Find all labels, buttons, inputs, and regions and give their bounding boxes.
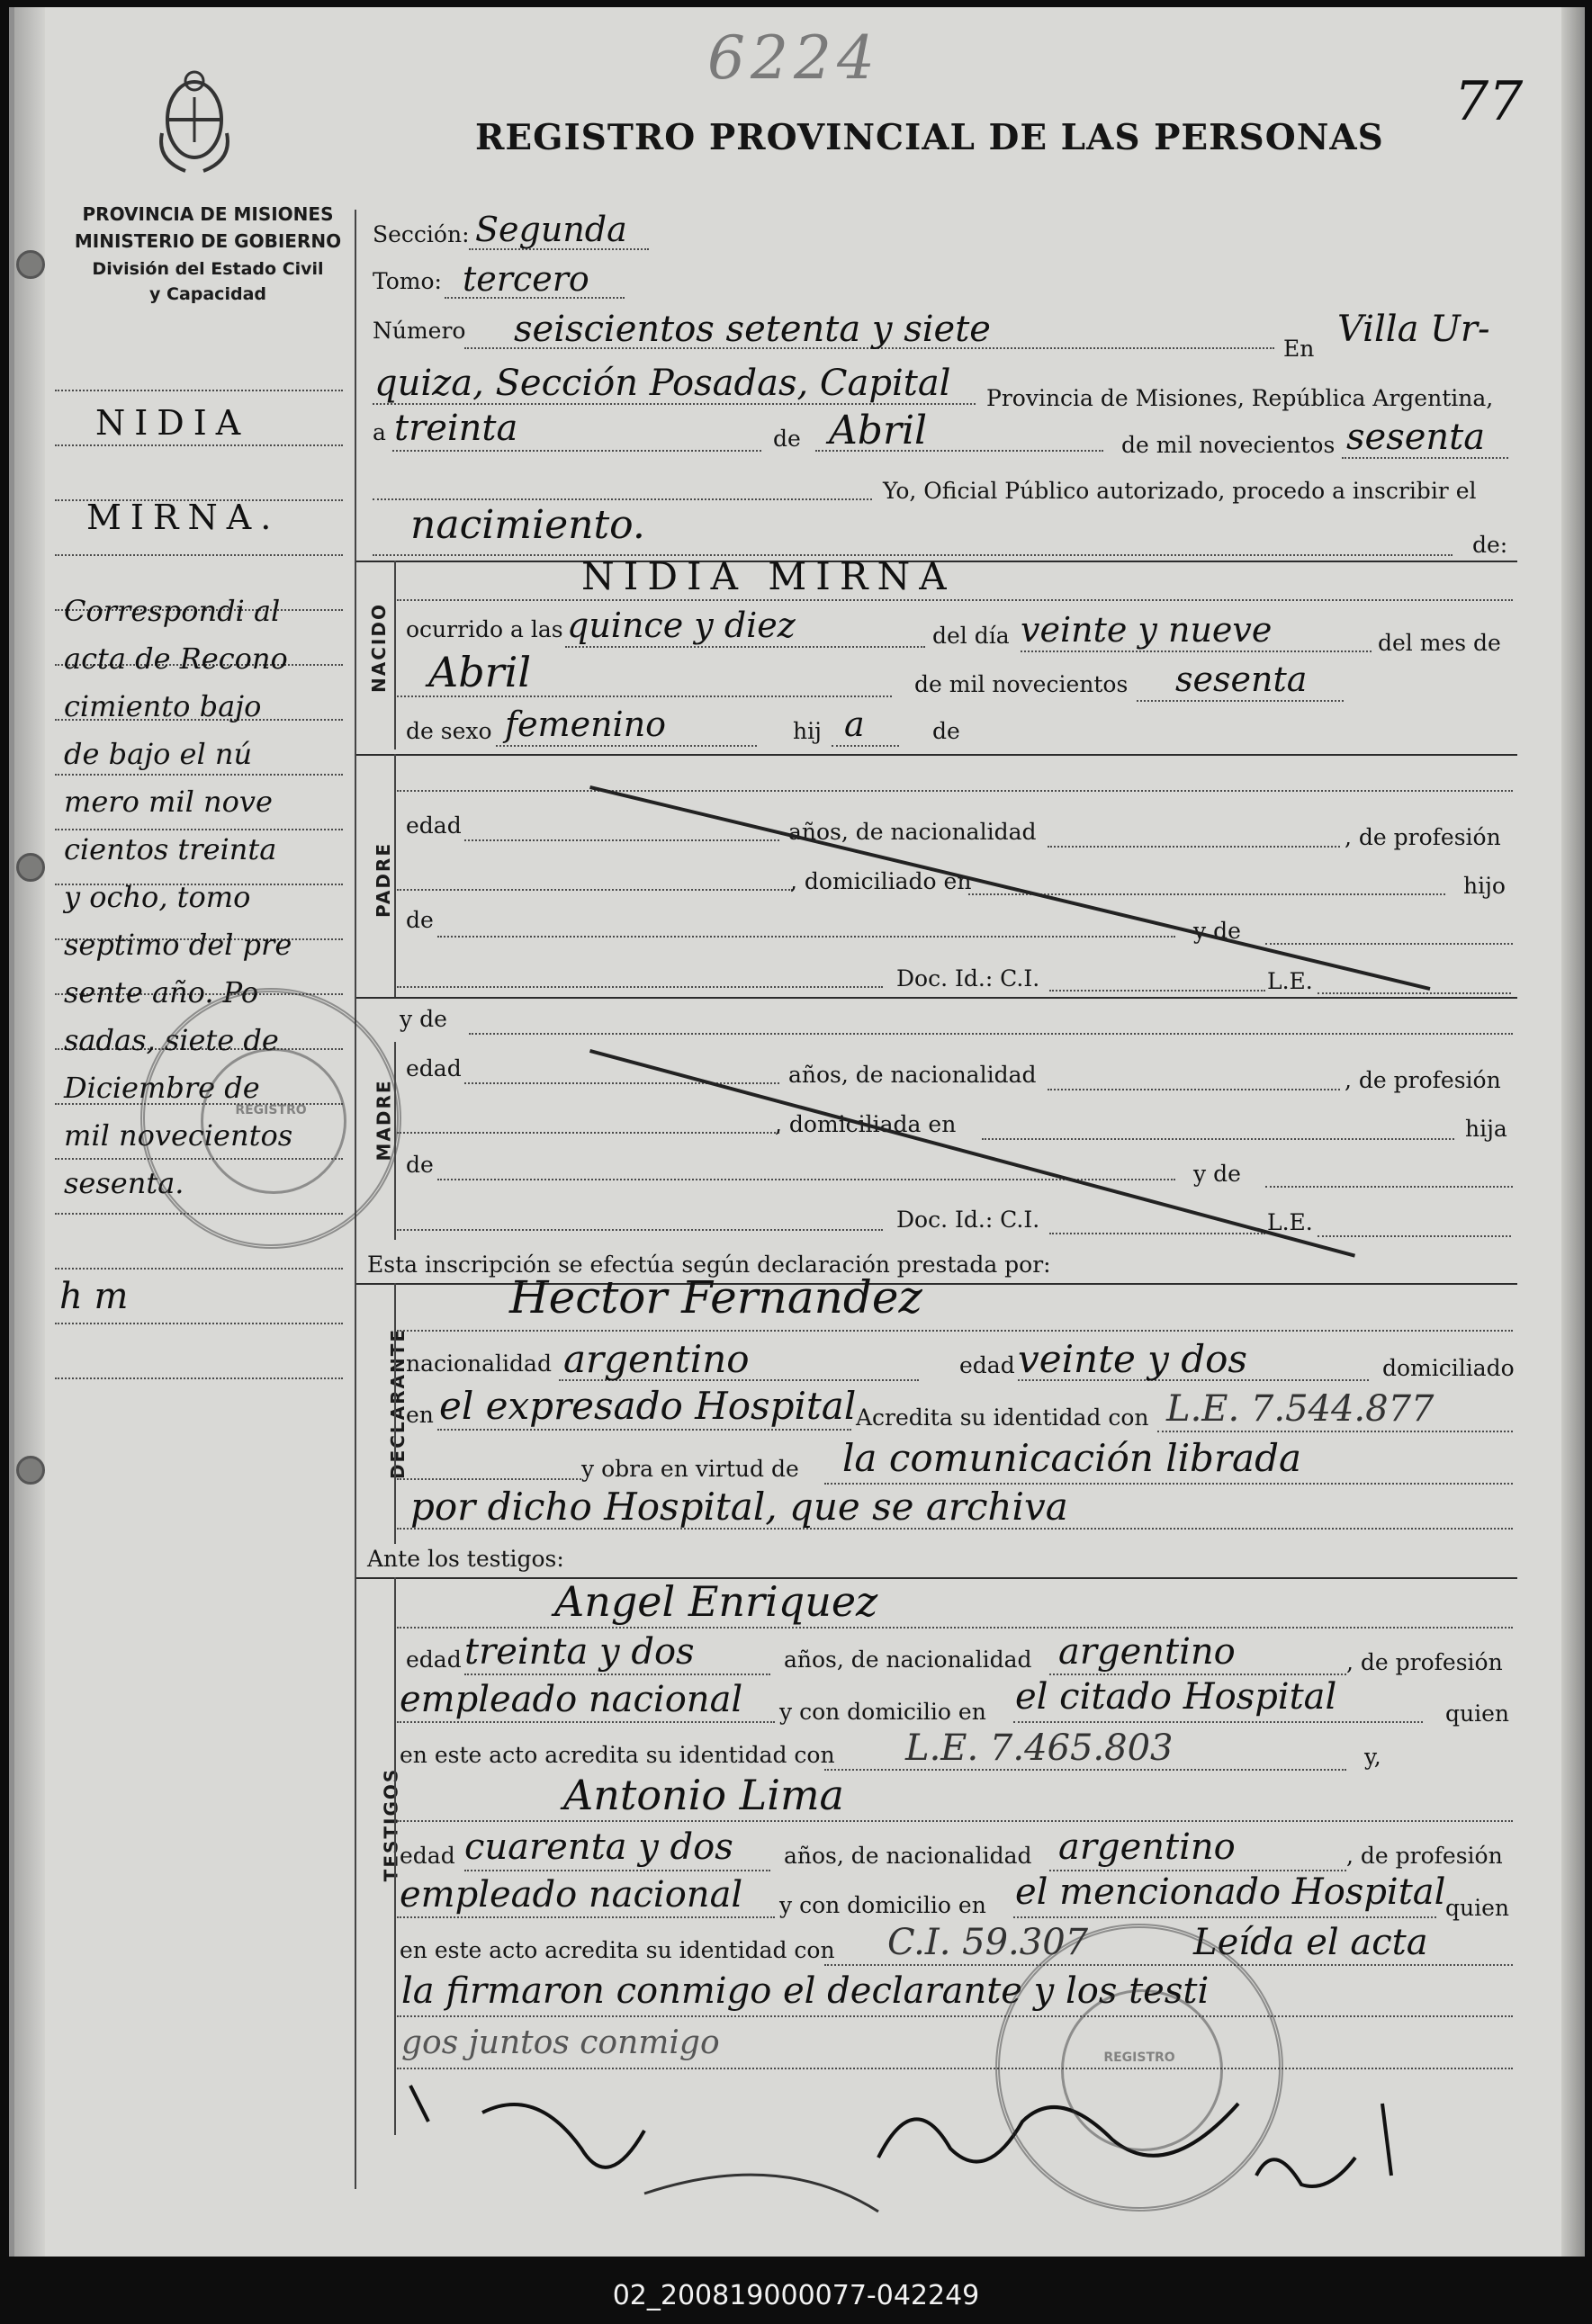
margin-ruled-line: [55, 444, 343, 446]
declarante-intro: Esta inscripción se efectúa según declaración prestada por:: [367, 1252, 1051, 1278]
hij-de-label: de: [932, 718, 960, 744]
margin-note-line: cientos treinta: [64, 832, 277, 866]
coat-of-arms-icon: [149, 70, 239, 183]
madre-y-de: y de: [1193, 1161, 1241, 1187]
margin-note-line: sesenta.: [64, 1166, 184, 1200]
witness2-edad-value: cuarenta y dos: [464, 1826, 733, 1868]
day-value: treinta: [394, 408, 518, 449]
year-born-value: sesenta: [1175, 660, 1308, 699]
province-label: PROVINCIA DE MISIONES: [82, 203, 334, 225]
witness1-edad-label: edad: [406, 1647, 462, 1673]
margin-note-line: septimo del pre: [64, 928, 292, 962]
margin-note-line: Diciembre de: [64, 1071, 260, 1105]
nacionalidad-label: nacionalidad: [406, 1350, 552, 1377]
witness2-prof-label: , de profesión: [1346, 1843, 1503, 1869]
margin-note-line: mil novecientos: [64, 1118, 293, 1153]
madre-anos: años, de nacionalidad: [788, 1062, 1037, 1088]
month-value: Abril: [829, 408, 928, 453]
padre-domiciliado: , domiciliado en: [790, 868, 972, 894]
padre-anos: años, de nacionalidad: [788, 819, 1037, 845]
witness2-quien: quien: [1445, 1895, 1509, 1921]
nacionalidad-value: argentino: [563, 1337, 750, 1381]
witness1-nac-value: argentino: [1058, 1631, 1236, 1673]
margin-ruled-line: [55, 829, 343, 830]
witness1-acredita: en este acto acredita su identidad con: [400, 1742, 835, 1768]
month-born-value: Abril: [428, 648, 532, 696]
acredita-label: Acredita su identidad con: [856, 1404, 1149, 1431]
witness1-edad-value: treinta y dos: [464, 1631, 695, 1673]
witness2-dom-label: y con domicilio en: [779, 1892, 986, 1918]
witness1-quien: quien: [1445, 1700, 1509, 1727]
madre-de: de: [406, 1152, 434, 1178]
closing-continuation-1: la firmaron conmigo el declarante y los testi: [401, 1970, 1210, 2012]
numero-label: Número: [373, 318, 466, 344]
binding-ring: [16, 1456, 45, 1485]
margin-first-name: NIDIA: [95, 403, 250, 443]
page-binding: [14, 7, 45, 2257]
declarante-en-label: en: [406, 1402, 434, 1428]
tomo-label: Tomo:: [373, 268, 442, 294]
witness2-nac-value: argentino: [1058, 1826, 1236, 1868]
seccion-value: Segunda: [475, 210, 627, 249]
madre-y-de-top: y de: [400, 1006, 447, 1032]
margin-note-line: mero mil nove: [64, 785, 273, 819]
act-value: nacimiento.: [410, 502, 645, 548]
document-page: [9, 7, 1585, 2257]
padre-profesion: , de profesión: [1345, 824, 1501, 850]
nacido-name: NIDIA MIRNA: [581, 554, 956, 598]
capacity-label: y Capacidad: [149, 284, 266, 304]
padre-tab: PADRE: [372, 842, 394, 918]
nacido-tab: NACIDO: [367, 603, 390, 693]
madre-edad: edad: [406, 1055, 462, 1081]
testigos-intro: Ante los testigos:: [367, 1546, 564, 1572]
page-number: 77: [1454, 70, 1524, 133]
witness1-prof-label: , de profesión: [1346, 1649, 1503, 1675]
virtud-value: la comunicación librada: [842, 1436, 1301, 1480]
witness1-nac-label: años, de nacionalidad: [784, 1647, 1032, 1673]
declarante-edad-label: edad: [959, 1352, 1015, 1378]
ocurrido-label: ocurrido a las: [406, 616, 563, 642]
official-seal: REGISTRO: [995, 1924, 1283, 2212]
del-dia-label: del día: [932, 623, 1010, 649]
tomo-value: tercero: [463, 259, 589, 299]
virtud-label: y obra en virtud de: [581, 1456, 799, 1482]
margin-note-line: y ocho, tomo: [64, 880, 251, 914]
witness2-nac-label: años, de nacionalidad: [784, 1843, 1032, 1869]
margin-ruled-line: [55, 1268, 343, 1270]
nacido-year-prefix: de mil novecientos: [914, 671, 1129, 697]
testigos-tab: TESTIGOS: [380, 1767, 402, 1882]
hij-label: hij: [793, 718, 822, 744]
margin-note-line: sadas, siete de: [64, 1023, 279, 1057]
padre-cancel-line: [589, 785, 1430, 991]
witness1-dom-value: el citado Hospital: [1015, 1676, 1337, 1718]
day-born-value: veinte y nueve: [1021, 610, 1273, 650]
madre-profesion: , de profesión: [1345, 1067, 1501, 1093]
witness2-prof-value: empleado nacional: [400, 1874, 743, 1916]
a-label: a: [373, 419, 386, 445]
province-text: Provincia de Misiones, República Argentina,: [986, 385, 1494, 411]
seccion-label: Sección:: [373, 221, 470, 247]
en-value: Villa Ur-: [1337, 309, 1490, 350]
margin-note-line: sente año. Po: [64, 975, 259, 1009]
binding-ring: [16, 250, 45, 279]
file-id-caption: 02_200819000077-042249: [612, 2280, 980, 2311]
margin-ruled-line: [55, 1323, 343, 1324]
padre-doc: Doc. Id.: C.I.: [896, 965, 1040, 992]
margin-note-line: Correspondi al: [64, 594, 281, 628]
padre-edad: edad: [406, 812, 462, 839]
madre-domiciliada: , domiciliada en: [775, 1111, 957, 1137]
year-value: sesenta: [1346, 417, 1486, 458]
madre-le: L.E.: [1267, 1209, 1313, 1235]
del-mes-label: del mes de: [1378, 630, 1501, 656]
year-prefix: de mil novecientos: [1121, 432, 1336, 458]
closing-continuation-2: gos juntos conmigo: [401, 2024, 720, 2061]
ministry-label: MINISTERIO DE GOBIERNO: [74, 230, 342, 252]
declarante-domicilio: el expresado Hospital: [439, 1384, 857, 1428]
padre-y-de: y de: [1193, 918, 1241, 944]
binding-ring: [16, 853, 45, 882]
de-suffix: de:: [1472, 532, 1508, 558]
margin-note-line: acta de Recono: [64, 642, 288, 676]
division-label: División del Estado Civil: [92, 259, 324, 279]
hij-value: a: [844, 704, 865, 744]
witness1-prof-value: empleado nacional: [400, 1679, 743, 1720]
witness2-doc: C.I. 59.307: [887, 1922, 1089, 1963]
padre-le: L.E.: [1267, 968, 1313, 994]
de-label: de: [773, 426, 801, 452]
margin-note-line: de bajo el nú: [64, 737, 253, 771]
register-number-stamp: 6224: [707, 23, 880, 93]
witness2-edad-label: edad: [400, 1843, 455, 1869]
en-label: En: [1283, 336, 1315, 362]
witness1-y: y,: [1364, 1744, 1381, 1770]
margin-note-line: cimiento bajo: [64, 689, 262, 723]
virtud-continuation: por dicho Hospital, que se archiva: [410, 1485, 1068, 1529]
officer-text: Yo, Oficial Público autorizado, procedo a inscribir el: [883, 478, 1477, 504]
sexo-label: de sexo: [406, 718, 492, 744]
place-continuation: quiza, Sección Posadas, Capital: [374, 363, 951, 404]
padre-de: de: [406, 907, 434, 933]
witness2-name: Antonio Lima: [563, 1771, 844, 1819]
padre-hijo: hijo: [1463, 873, 1506, 899]
domicilia-label: domiciliado: [1382, 1355, 1515, 1381]
madre-doc: Doc. Id.: C.I.: [896, 1207, 1040, 1233]
declarante-name: Hector Fernandez: [509, 1271, 922, 1324]
page-title: REGISTRO PROVINCIAL DE LAS PERSONAS: [475, 117, 1384, 158]
witness2-dom-value: el mencionado Hospital: [1015, 1871, 1446, 1913]
margin-ruled-line: [55, 390, 343, 391]
witness2-closing: Leída el acta: [1193, 1922, 1428, 1963]
margin-initials: h m: [59, 1276, 129, 1317]
declarante-edad-value: veinte y dos: [1018, 1337, 1247, 1381]
margin-ruled-line: [55, 774, 343, 776]
margin-second-name: MIRNA.: [86, 498, 281, 537]
witness2-acredita: en este acto acredita su identidad con: [400, 1937, 835, 1963]
signatures: [374, 2050, 1499, 2230]
sexo-value: femenino: [505, 704, 667, 744]
witness1-dom-label: y con domicilio en: [779, 1699, 986, 1725]
declarante-tab: DECLARANTE: [387, 1327, 409, 1480]
witness1-name: Angel Enriquez: [554, 1577, 878, 1626]
margin-ruled-line: [55, 554, 343, 556]
witness1-doc: L.E. 7.465.803: [905, 1727, 1174, 1769]
official-seal: REGISTRO: [140, 988, 401, 1249]
numero-value: seiscientos setenta y siete: [514, 309, 991, 350]
madre-tab: MADRE: [373, 1079, 395, 1162]
madre-hija: hija: [1465, 1116, 1507, 1142]
hour-value: quince y diez: [567, 606, 796, 645]
margin-ruled-line: [55, 1377, 343, 1379]
declarante-doc: L.E. 7.544.877: [1166, 1388, 1435, 1430]
